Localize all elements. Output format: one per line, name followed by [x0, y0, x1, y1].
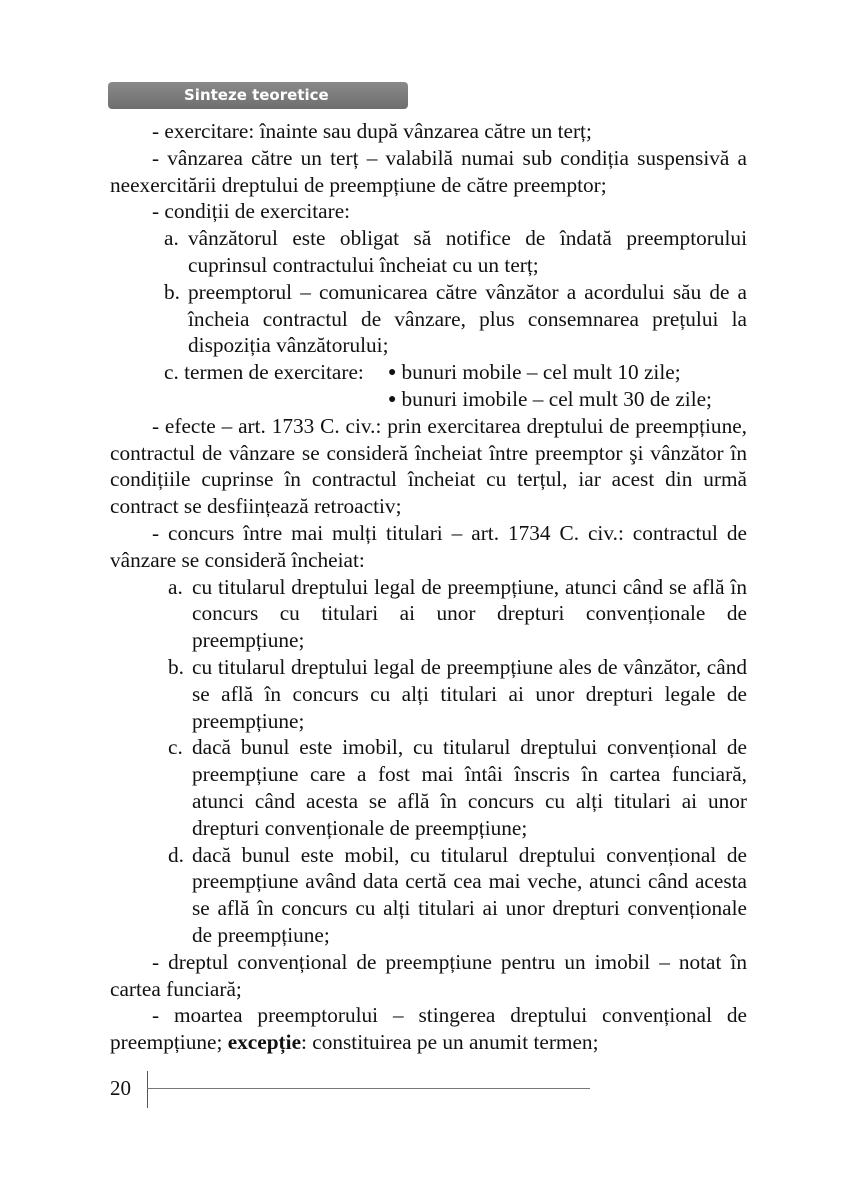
list-text: dacă bunul este imobil, cu titularul dreptului convențional de preempțiune care a fost mai întâi înscris în cartea funciară, atunci când acesta se află în concurs cu alți titulari ai unor drepturi convenționale de preempțiune; — [192, 735, 747, 840]
list-label: b. — [168, 654, 184, 679]
bullet-item-imobile — [388, 386, 712, 414]
paragraph-moartea — [110, 1002, 747, 1056]
list-item-concurs-a — [110, 574, 747, 654]
bullet-icon: ● — [388, 365, 397, 381]
page-number: 20 — [110, 1076, 131, 1100]
footer-divider-vertical — [147, 1071, 148, 1108]
list-item-concurs-b — [110, 654, 747, 734]
paragraph-efecte: - efecte – art. 1733 C. civ.: prin exercitarea dreptului de preempțiune, contractul de vânzare se consideră încheiat între preemptor şi vânzător în condițiile cuprinse în contractul încheiat cu terțul, iar acest din urmă contract se desființează retroactiv; — [110, 413, 747, 519]
list-item-conditie-b — [110, 279, 747, 359]
list-item-conditie-c — [110, 359, 747, 413]
list-text: preemptorul – comunicarea către vânzător a acordului său de a încheia contractul de vânzare, plus consemnarea prețului la dispoziția vânzătorului; — [188, 279, 747, 358]
text-end: : constituirea pe un anumit termen; — [301, 1030, 599, 1055]
list-item-concurs-c — [110, 734, 747, 841]
footer-divider-horizontal — [147, 1088, 590, 1089]
list-text: cu titularul dreptului legal de preempțiune ales de vânzător, când se află în concurs cu alți titulari ai unor drepturi legale de preempțiune; — [192, 654, 747, 733]
termen-label: c. termen de exercitare: — [164, 360, 364, 385]
list-text: cu titularul dreptului legal de preempțiune, atunci când se află în concurs cu titulari ai unor drepturi convenționale de preempțiune; — [192, 574, 747, 653]
paragraph-drept-conventional: - dreptul convențional de preempțiune pentru un imobil – notat în cartea funciară; — [110, 949, 747, 1001]
list-text: dacă bunul este mobil, cu titularul dreptului convențional de preempțiune având data certă cea mai veche, atunci când acesta se află în concurs cu alți titulari ai unor drepturi convenționale de preempțiune; — [192, 842, 747, 947]
text-bold-exceptie: excepție — [227, 1030, 302, 1055]
list-item-concurs-d — [110, 842, 747, 949]
list-label: c. — [168, 735, 183, 760]
bullet-icon: ● — [388, 391, 397, 407]
list-label: a. — [168, 574, 183, 599]
bullet-text: bunuri imobile – cel mult 30 de zile; — [401, 386, 712, 411]
section-header-tab — [108, 82, 408, 109]
paragraph-concurs: - concurs între mai mulți titulari – art. 1734 C. civ.: contractul de vânzare se consideră încheiat: — [110, 520, 747, 572]
list-item-conditie-a — [110, 225, 747, 279]
list-label: b. — [164, 279, 180, 304]
bullet-item-mobile — [388, 359, 681, 387]
text-start: - moartea preemptorului – stingerea dreptului convențional de preempțiune; — [110, 1003, 747, 1055]
paragraph-exercitare: - exercitare: înainte sau după vânzarea către un terț; — [152, 119, 592, 143]
list-label: a. — [164, 226, 179, 251]
section-title: Sinteze teoretice — [184, 86, 329, 104]
paragraph-conditii: - condiții de exercitare: — [152, 199, 351, 224]
list-text: vânzătorul este obligat să notifice de îndată preemptorului cuprinsul contractului încheiat cu un terț; — [188, 226, 747, 277]
body-text — [110, 118, 747, 1056]
paragraph-vanzarea: - vânzarea către un terț – valabilă numai sub condiția suspensivă a neexercitării dreptului de preempțiune de către preemptor; — [110, 145, 747, 197]
list-label: d. — [168, 842, 184, 867]
bullet-text: bunuri mobile – cel mult 10 zile; — [401, 360, 681, 385]
